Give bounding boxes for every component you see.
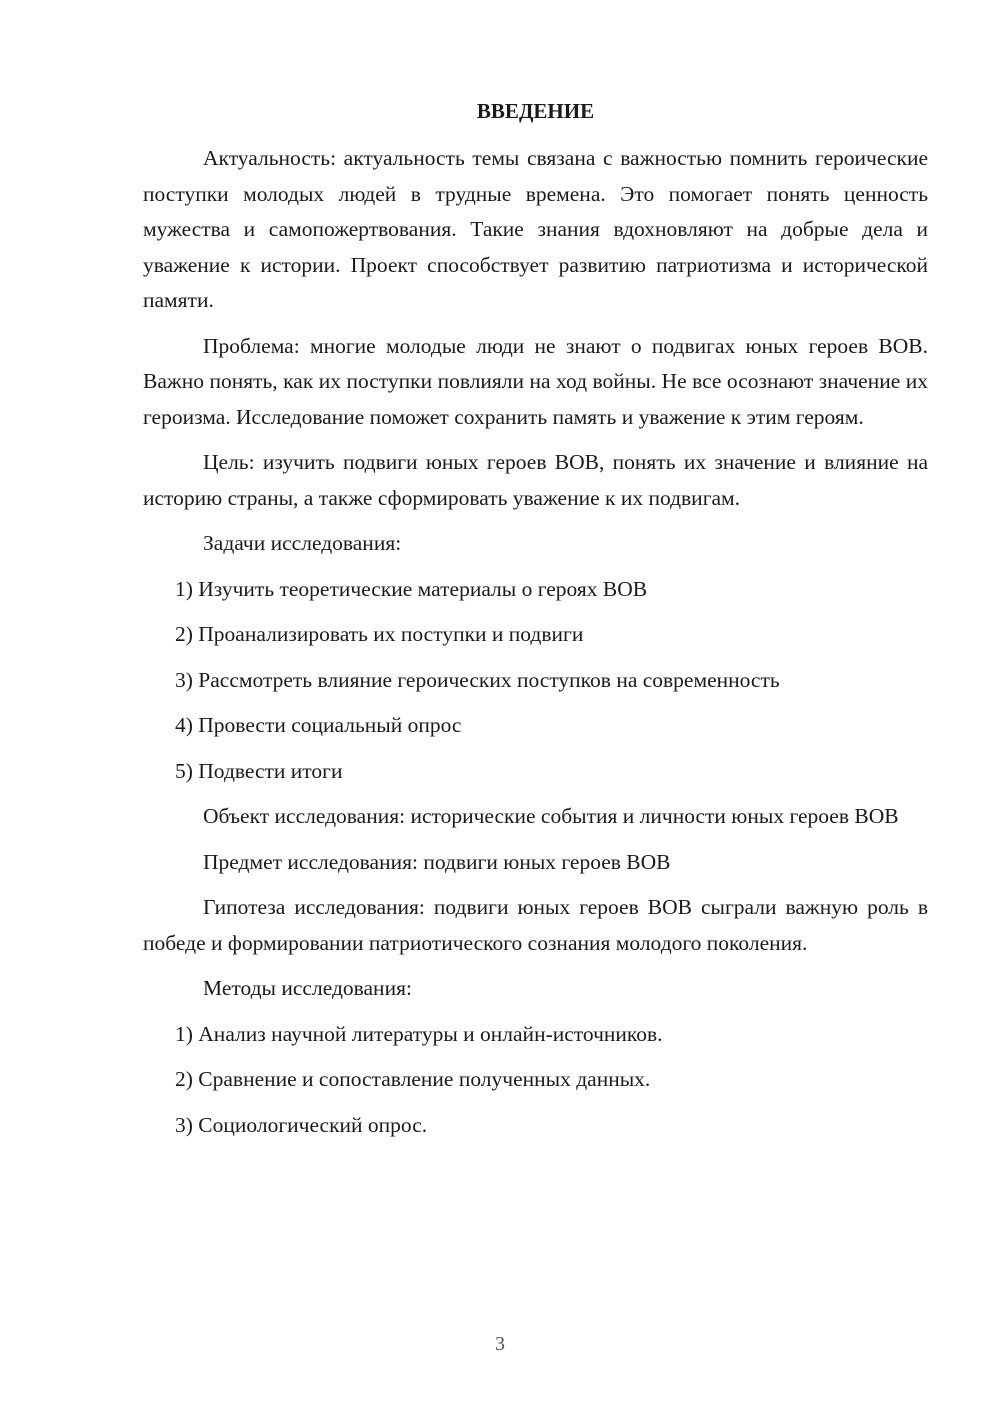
method-item: 2) Сравнение и сопоставление полученных данных. (175, 1067, 651, 1091)
task-item: 5) Подвести итоги (175, 758, 343, 783)
task-item: 4) Провести социальный опрос (175, 713, 462, 737)
hypothesis-paragraph: Гипотеза исследования: подвиги юных героев ВОВ сыграли важную роль в победе и формировании патриотического сознания молодого поколения. (143, 895, 928, 955)
task-item: 1) Изучить теоретические материалы о героях ВОВ (175, 576, 648, 601)
methods-heading: Методы исследования: (203, 976, 412, 1000)
method-item: 1) Анализ научной литературы и онлайн-источников. (175, 1021, 663, 1046)
document-page (143, 95, 928, 1153)
method-item: 3) Социологический опрос. (175, 1112, 428, 1137)
tasks-heading: Задачи исследования: (203, 531, 402, 555)
task-item: 2) Проанализировать их поступки и подвиги (175, 622, 584, 646)
relevance-paragraph: Актуальность: актуальность темы связана с важностью помнить героические поступки молодых людей в трудные времена. Это помогает понять ценность мужества и самопожертвования. Такие знания вдохновляют на добрые дела и уважение к истории. Проект способствует развитию патриотизма и исторической памяти. (143, 146, 928, 312)
subject-paragraph: Предмет исследования: подвиги юных героев ВОВ (203, 849, 671, 874)
goal-paragraph: Цель: изучить подвиги юных героев ВОВ, понять их значение и влияние на историю страны, а также сформировать уважение к их подвигам. (143, 450, 928, 510)
page-number: 3 (495, 1333, 505, 1355)
object-paragraph: Объект исследования: исторические события и личности юных героев ВОВ (203, 804, 899, 828)
task-item: 3) Рассмотреть влияние героических поступков на современность (175, 667, 780, 692)
problem-paragraph: Проблема: многие молодые люди не знают о подвигах юных героев ВОВ. Важно понять, как их поступки повлияли на ход войны. Не все осознают значение их героизма. Исследование поможет сохранить память и уважение к этим героям. (143, 333, 928, 429)
page-title: ВВЕДЕНИЕ (476, 99, 595, 123)
